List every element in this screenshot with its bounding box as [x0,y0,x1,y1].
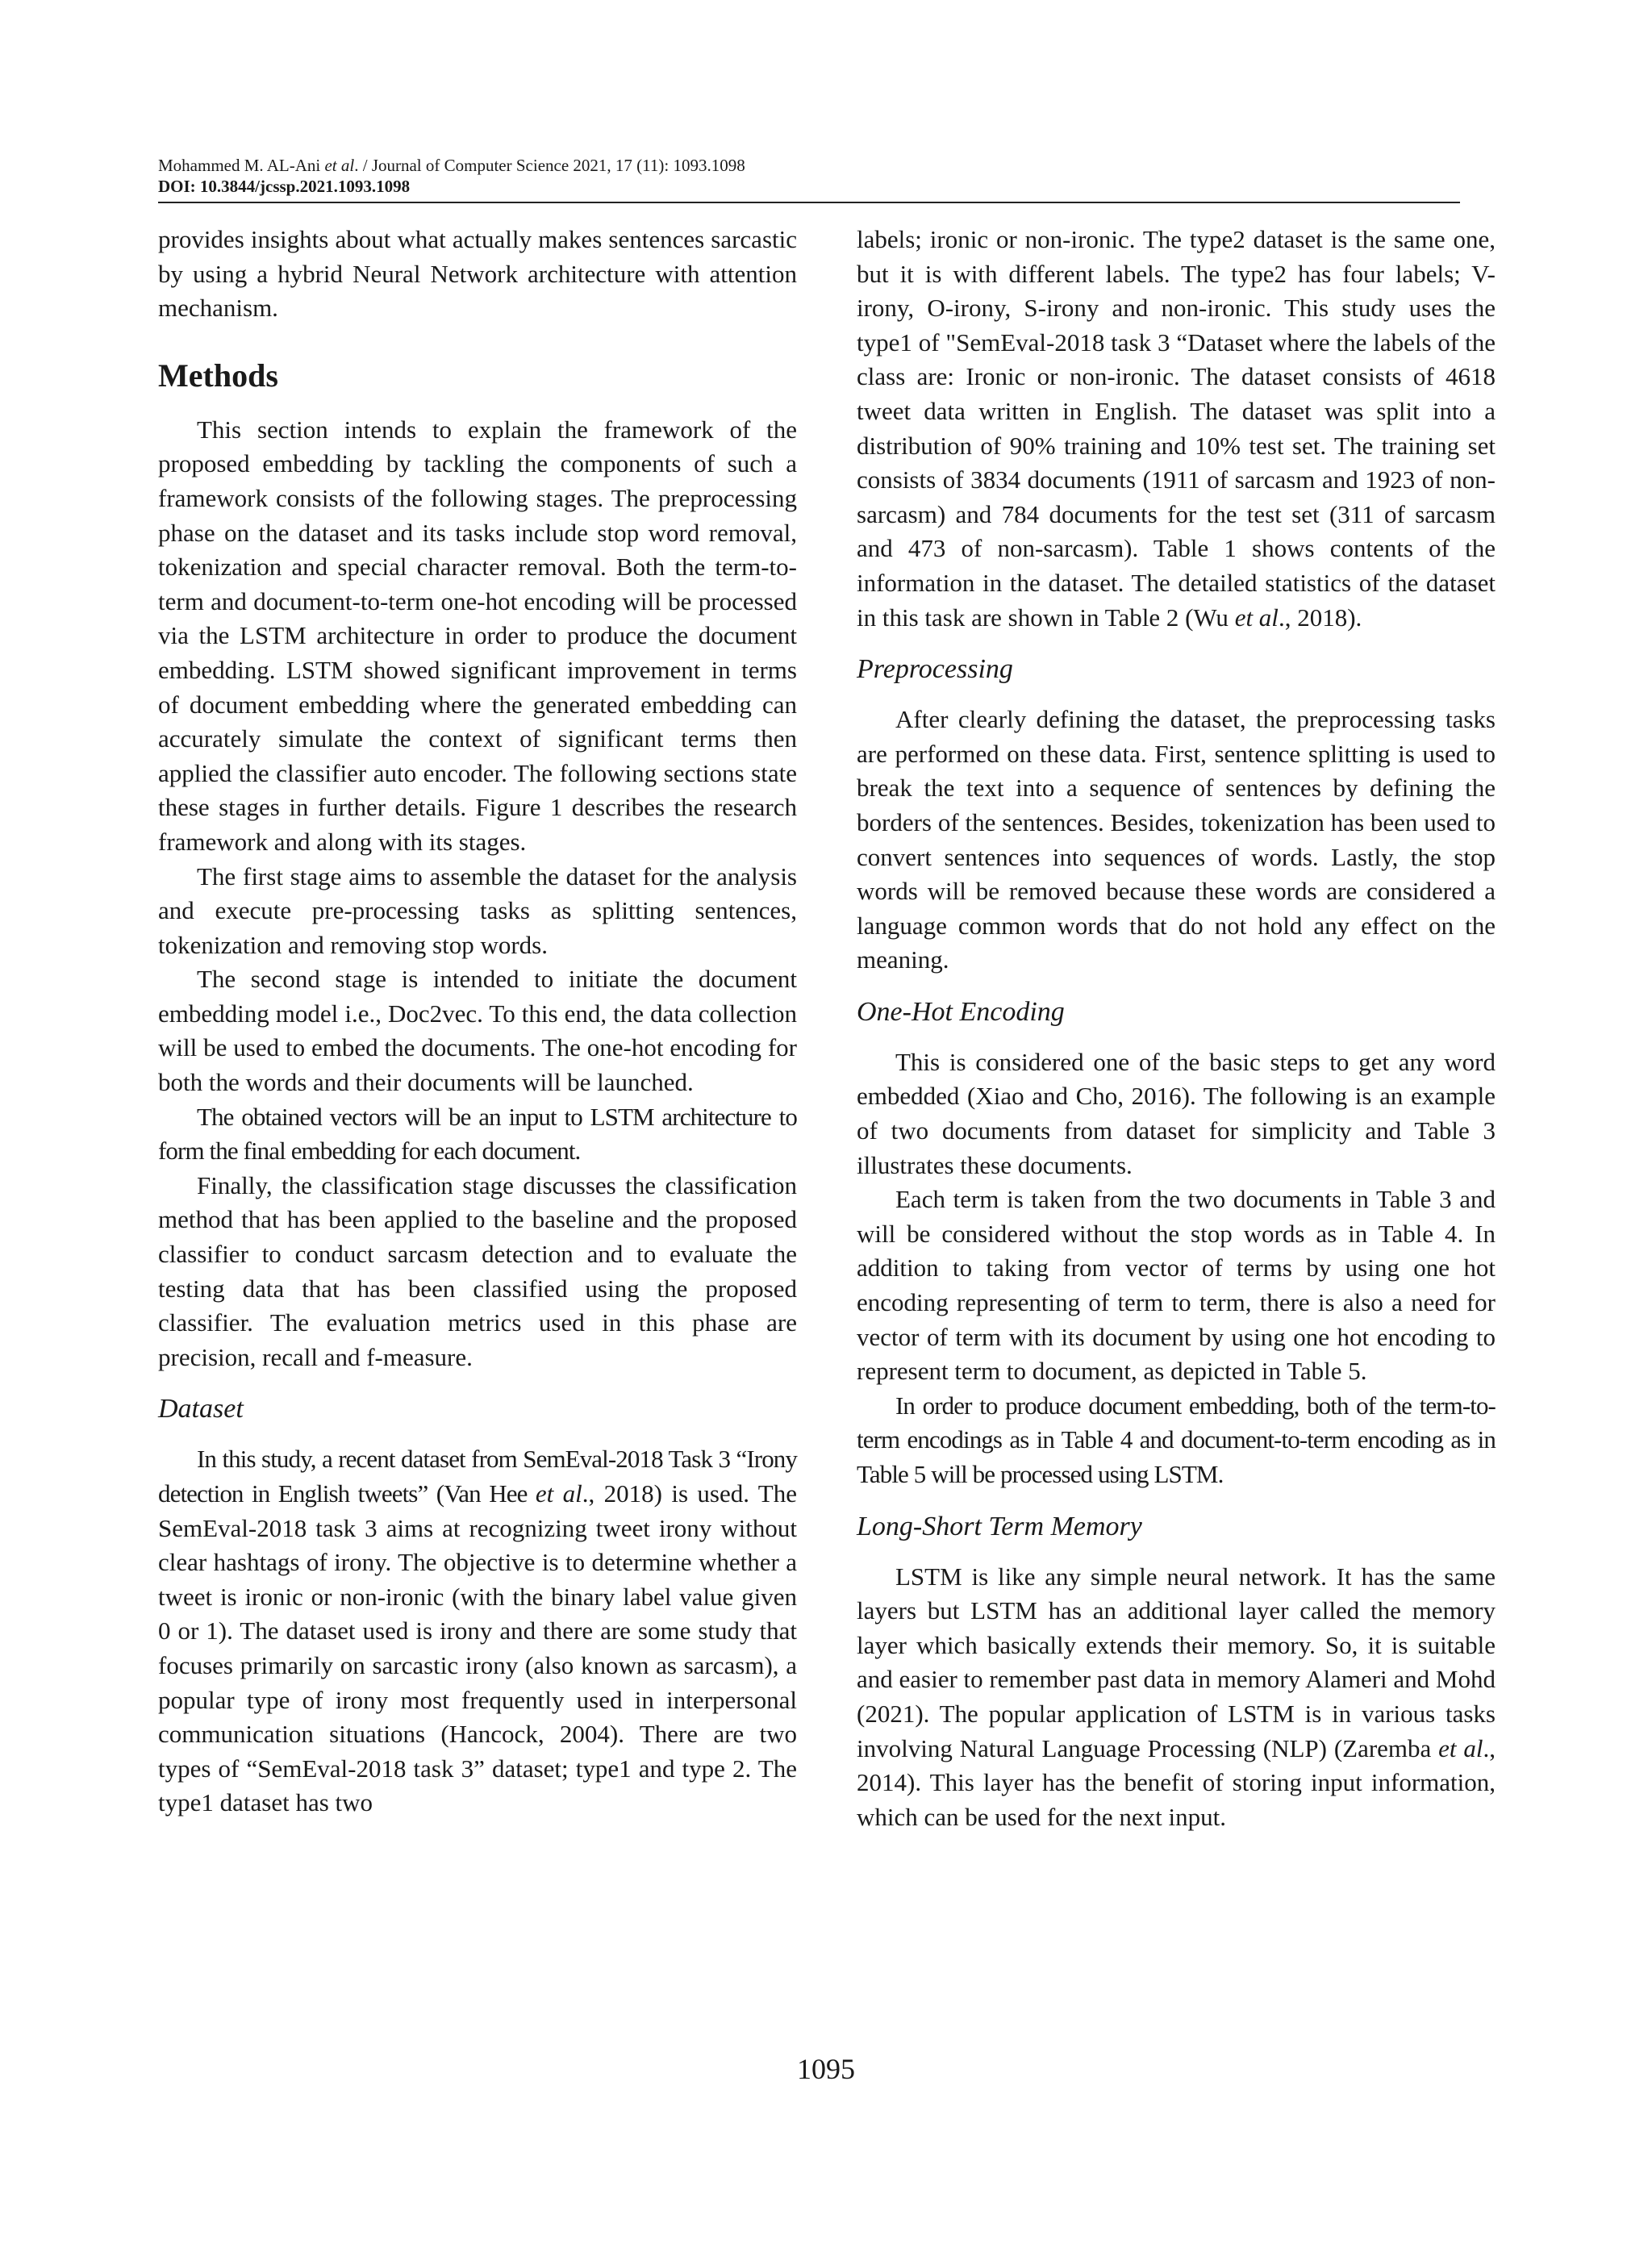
dataset-text-b: ., 2018) is used. The SemEval-2018 task 3 aims at recognizing tweet irony without clear hashtags of irony. The objective is to determine whether a tweet is ironic or non-ironic (with the binary label value given 0 or 1). The dataset used is irony and there are some study that focuses primarily on sarcastic irony (also known as sarcasm), a popular type of irony most frequently used in interpersonal communication situations (Hancock, 2004). There are two types of “SemEval-2018 task 3” dataset; type1 and type 2. The type1 dataset has two [158,1479,797,1817]
lstm-text-b: ., 2014). This layer has the benefit of storing input information, which can be used for the next input. [857,1733,1496,1831]
preprocessing-paragraph: After clearly defining the dataset, the preprocessing tasks are performed on these data. First, sentence splitting is used to break the text into a sequence of sentences by defining the borders of the sentences. Besides, tokenization has been used to convert sentences into sequences of words. Lastly, the stop words will be removed because these words are considered a language common words that do not hold any effect on the meaning. [857,705,1496,974]
lstm-heading: Long-Short Term Memory [857,1511,1142,1541]
lstm-paragraph [857,1560,1496,1835]
dataset-text-a: In this study, a recent dataset from SemEval-2018 Task 3 “Irony detection in English tweets” (Van Hee [158,1445,797,1508]
lstm-text-a: LSTM is like any simple neural network. It has the same layers but LSTM has an additional layer called the memory layer which basically extends their memory. So, it is suitable and easier to remember past data in memory Alameri and Mohd (2021). The popular application of LSTM is in various tasks involving Natural Language Processing (NLP) (Zaremba [857,1562,1496,1762]
dataset-continued-text-b: ., 2018). [1278,603,1362,632]
one-hot-paragraph-1: This is considered one of the basic steps to get any word embedded (Xiao and Cho, 2016). The following is an example of two documents from dataset for simplicity and Table 3 illustrates these documents. [857,1047,1496,1179]
dataset-heading: Dataset [158,1394,244,1424]
header-et-al: et al [324,156,355,175]
preprocessing-heading: Preprocessing [857,654,1013,685]
dataset-continued-paragraph [857,223,1496,635]
one-hot-paragraph-3: In order to produce document embedding, both of the term-to-term encodings as in Table 4 and document-to-term encoding as in Table 5 will be processed using LSTM. [857,1391,1496,1488]
header-citation [158,155,1460,176]
methods-paragraph-1: This section intends to explain the framework of the proposed embedding by tackling the components of such a framework consists of the following stages. The preprocessing phase on the dataset and its tasks include stop word removal, tokenization and special character removal. Both the term-to-term and document-to-term one-hot encoding will be processed via the LSTM architecture in order to produce the document embedding. LSTM showed significant improvement in terms of document embedding where the generated embedding can accurately simulate the context of significant terms then applied the classifier auto encoder. The following sections state these stages in further details. Figure 1 describes the research framework and along with its stages. [158,415,797,856]
header-doi: DOI: 10.3844/jcssp.2021.1093.1098 [158,177,411,196]
intro-paragraph: provides insights about what actually makes sentences sarcastic by using a hybrid Neural Network architecture with attention mechanism. [158,225,797,323]
dataset-continued-et-al: et al [1234,603,1279,632]
one-hot-encoding-heading: One-Hot Encoding [857,996,1065,1027]
header-divider [158,202,1460,203]
methods-paragraph-5: Finally, the classification stage discusses the classification method that has been applied to the baseline and the proposed classifier to conduct sarcasm detection and to evaluate the testing data that has been classified using the proposed classifier. The evaluation metrics used in this phase are precision, recall and f-measure. [158,1170,797,1371]
methods-heading: Methods [158,357,278,394]
methods-paragraph-2: The first stage aims to assemble the dataset for the analysis and execute pre-processing tasks as splitting sentences, tokenization and removing stop words. [158,861,797,959]
left-column [158,223,797,1821]
dataset-continued-text-a: labels; ironic or non-ironic. The type2 dataset is the same one, but it is with different labels. The type2 has four labels; V-irony, O-irony, S-irony and non-ironic. This study uses the type1 of "SemEval-2018 task 3 “Dataset where the labels of the class are: Ironic or non-ironic. The dataset consists of 4618 tweet data written in English. The dataset was split into a distribution of 90% training and 10% test set. The training set consists of 3834 documents (1911 of sarcasm and 1923 of non-sarcasm) and 784 documents for the test set (311 of sarcasm and 473 of non-sarcasm). Table 1 shows contents of the information in the dataset. The detailed statistics of the dataset in this task are shown in Table 2 (Wu [857,225,1496,632]
right-column [857,223,1496,1834]
dataset-et-al: et al [535,1479,582,1508]
methods-paragraph-3: The second stage is intended to initiate the document embedding model i.e., Doc2vec. To this end, the data collection will be used to embed the documents. The one-hot encoding for both the words and their documents will be launched. [158,965,797,1097]
header-authors: Mohammed M. AL-Ani [158,156,321,175]
page-number: 1095 [797,2053,855,2085]
dataset-paragraph [158,1442,797,1821]
header-journal: . / Journal of Computer Science 2021, 17 (11): 1093.1098 [354,156,745,175]
one-hot-paragraph-2: Each term is taken from the two documents in Table 3 and will be considered without the stop words as in Table 4. In addition to taking from vector of terms by using one hot encoding representing of term to term, there is also a need for vector of term with its document by using one hot encoding to represent term to document, as depicted in Table 5. [857,1185,1496,1386]
running-header [158,155,1460,197]
lstm-et-al: et al [1438,1733,1483,1762]
methods-paragraph-4: The obtained vectors will be an input to LSTM architecture to form the final embedding for each document. [158,1102,797,1166]
